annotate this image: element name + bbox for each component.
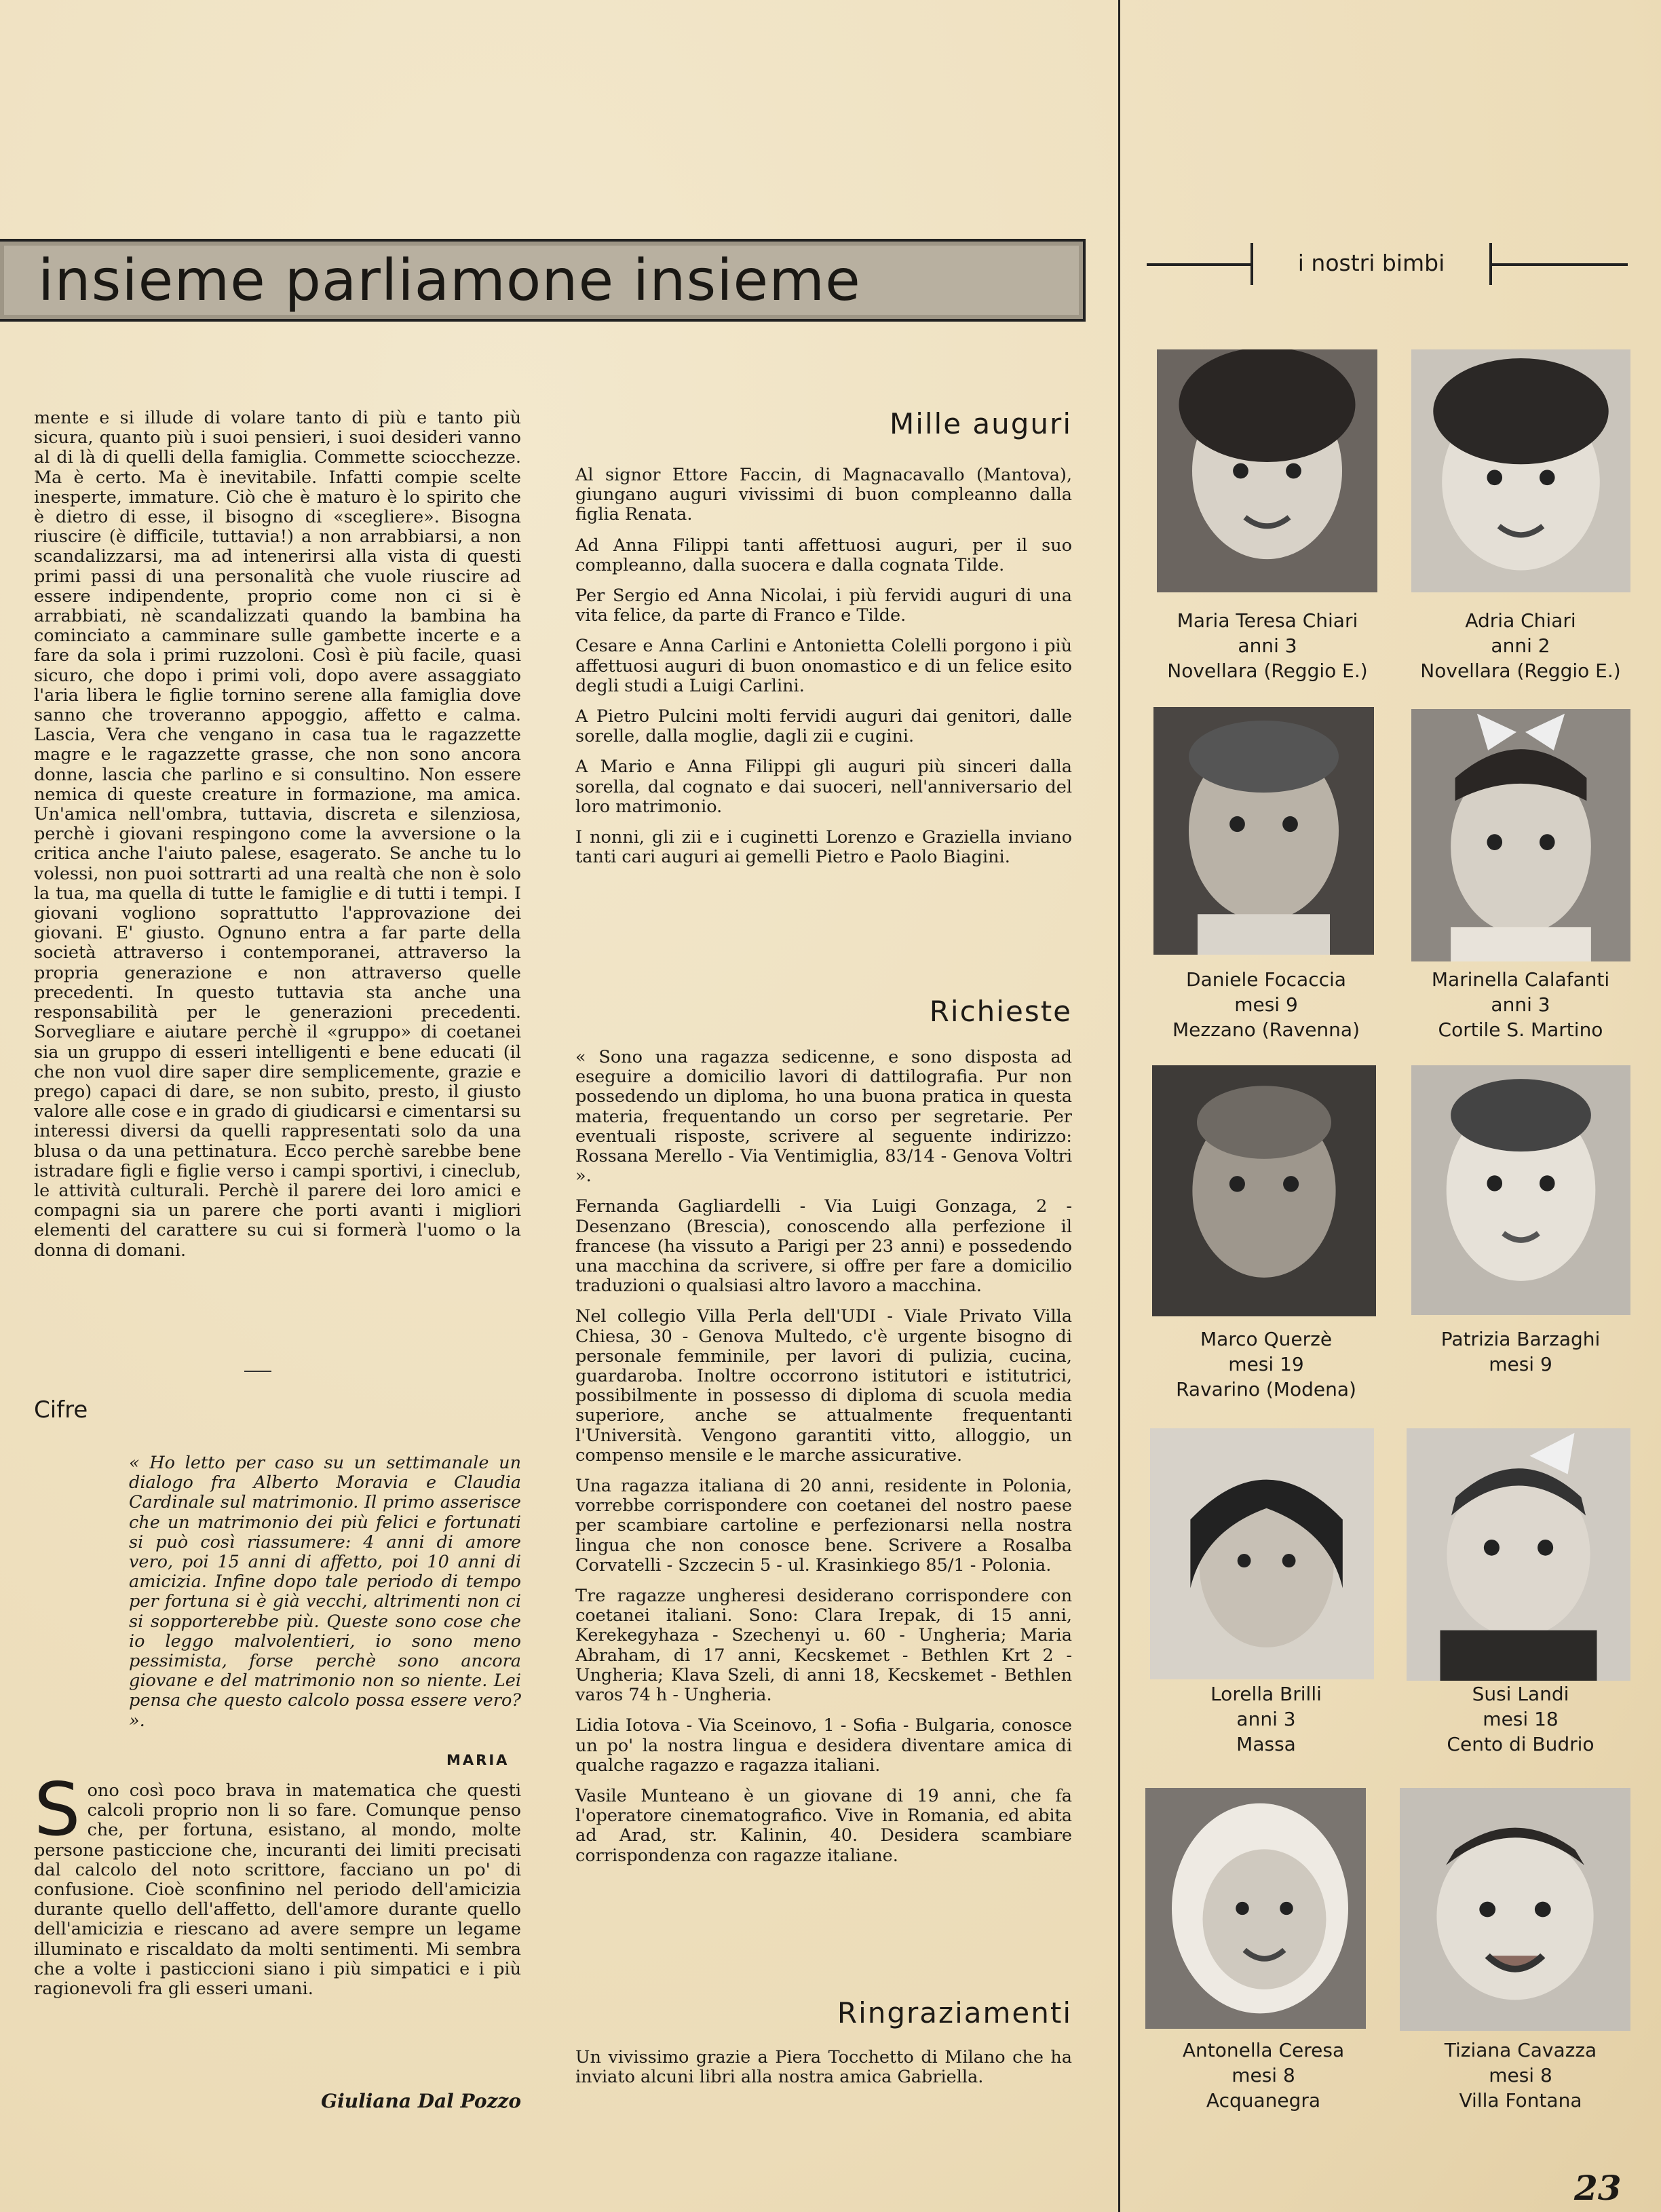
auguri-item: A Pietro Pulcini molti fervidi auguri dai genitori, dalle sorelle, dalla moglie, dagli zii e cugini. — [575, 706, 1072, 747]
child-place: Novellara (Reggio E.) — [1167, 660, 1368, 682]
child-name: Daniele Focaccia — [1186, 968, 1346, 991]
richieste-item: Fernanda Gagliardelli - Via Luigi Gonzaga, 2 - Desenzano (Brescia), conoscendo alla perfezione il francese (ha vissuto a Parigi per 23 anni) e possedendo una macchina da scrivere, si offre per fare a domicilio traduzioni o qualsiasi altro lavoro a macchina. — [575, 1196, 1072, 1297]
child-name: Tiziana Cavazza — [1444, 2039, 1597, 2061]
richieste-item: Lidia Iotova - Via Sceinovo, 1 - Sofia - Bulgaria, conosce un po' la nostra lingua e desidera diventare amica di qualche ragazzo e ragazza italiani. — [575, 1715, 1072, 1776]
child-caption — [1140, 967, 1392, 1042]
auguri-item: Per Sergio ed Anna Nicolai, i più fervidi auguri di una vita felice, da parte di Franco e Tilde. — [575, 586, 1072, 626]
child-caption — [1394, 1681, 1647, 1757]
child-place: Cortile S. Martino — [1438, 1018, 1603, 1041]
auguri-item: A Mario e Anna Filippi gli auguri più sinceri dalla sorella, dal cognato e dai suoceri, nell'anniversario del loro matrimonio. — [575, 757, 1072, 817]
article-paragraph: mente e si illude di volare tanto di più e tanto più sicura, quanto più i suoi pensieri, i suoi desideri vanno al di là di quelli della famiglia. Commette sciocchezze. Ma è certo. Ma è inevitabile. Infatti compie scelte inesperte, immature. Ciò che è maturo è lo spirito che è dietro di esse, il bisogno di «scegliere». Bisogna riuscire (è difficile, tuttavia!) a non arrabbiarsi, a non scandalizzarsi, ma ad intenerirsi alla vista di questi primi passi di una personalità che vuole riuscire ad essere indipendente, proprio come non ci si è arrabbiati, nè scandalizzati quando la bambina ha cominciato a camminare sulle gambette incerte e a fare da sola i primi ruzzoloni. Così è più facile, quasi sicuro, che dopo i primi voli, dopo avere assaggiato l'aria libera le figlie tornino serene alla famiglia dove sanno che troveranno appoggio, affetto e calma. Lascia, Vera che vengano in casa tua le ragazzette magre e le ragazzette grasse, che non sono ancora donne, lascia che parlino e si consultino. Non essere nemica di queste creature in formazione, ma amica. Un'amica nell'ombra, tuttavia, discreta e silenziosa, perchè i giovani respingono come la avversione o la critica anche l'aiuto palese, esagerato. Se anche tu lo volessi, non puoi sottrarti ad una realtà che non è solo la tua, ma quella di tutte le famiglie e di tutti i tempi. I giovani vogliono soprattutto l'approvazione dei giovani. E' giusto. Ognuno entra a far parte della società attraverso i contemporanei, attraverso la propria generazione e non attraverso quelle precedenti. In questo tuttavia sta anche una responsabilità per le generazioni precedenti. Sorvegliare e aiutare perchè il «gruppo» di coetanei sia un gruppo di esseri intelligenti e bene educati (il che non vuol dire saper dire semplicemente, grazie e prego) capaci di dare, se non subito, presto, il giusto valore alle cose e in grado di giudicarsi e cimentarsi su interessi diversi da quelli rappresentati solo da una blusa o da una pettinatura. Ecco perchè sarebbe bene istradare figli e figlie verso i campi sportivi, i cineclub, le attività culturali. Perchè il parere dei loro amici e compagni sia un parere che porti avanti i migliori elementi del carattere su cui si formerà l'uomo o la donna di domani. — [34, 408, 521, 1261]
child-age: mesi 18 — [1483, 1708, 1559, 1730]
letter-signature: MARIA — [446, 1752, 510, 1768]
banner-title: insieme parliamone insieme — [38, 247, 861, 313]
section-banner — [0, 239, 1086, 322]
child-place: Cento di Budrio — [1447, 1733, 1595, 1755]
child-place: Acquanegra — [1206, 2089, 1321, 2112]
auguri-item: Ad Anna Filippi tanti affettuosi auguri, per il suo compleanno, dalla suocera e dalla cognata Tilde. — [575, 535, 1072, 575]
child-name: Maria Teresa Chiari — [1177, 609, 1358, 632]
article-body — [34, 408, 521, 1261]
child-caption — [1394, 2038, 1647, 2113]
child-age: mesi 8 — [1232, 2064, 1295, 2086]
cifre-heading: Cifre — [34, 1396, 88, 1424]
child-age: mesi 9 — [1234, 993, 1298, 1016]
child-age: mesi 8 — [1489, 2064, 1552, 2086]
child-caption — [1141, 608, 1394, 683]
child-name: Susi Landi — [1472, 1683, 1569, 1705]
child-name: Antonella Ceresa — [1182, 2039, 1345, 2061]
author-signature: Giuliana Dal Pozzo — [321, 2090, 521, 2112]
child-place: Massa — [1236, 1733, 1296, 1755]
auguri-item: Cesare e Anna Carlini e Antonietta Colelli porgono i più affettuosi auguri di buon onomastico e di un felice esito degli studi a Luigi Carlini. — [575, 636, 1072, 696]
child-photo — [1153, 707, 1374, 955]
child-photo — [1411, 1065, 1630, 1315]
column-divider — [1118, 0, 1120, 2212]
ringraziamenti-item: Un vivissimo grazie a Piera Tocchetto di Milano che ha inviato alcuni libri alla nostra amica Gabriella. — [575, 2047, 1072, 2088]
ringraziamenti-body — [575, 2048, 1072, 2087]
reader-letter: « Ho letto per caso su un settimanale un dialogo fra Alberto Moravia e Claudia Cardinale sul matrimonio. Il primo asserisce che un matrimonio dei più felici e fortunati si può così riassumere: 4 anni di amore vero, poi 15 anni di affetto, poi 10 anni di amicizia. Infine dopo tale periodo di tempo per fortuna si è già vecchi, altrimenti non ci si sopporterebbe più. Queste sono cose che io leggo malvolentieri, io sono meno pessimista, forse perchè sono ancora giovane e del matrimonio non so niente. Lei pensa che questo calcolo possa essere vero? ». — [129, 1453, 521, 1731]
drop-cap: S — [34, 1768, 81, 1852]
ringraziamenti-heading: Ringraziamenti — [837, 1996, 1072, 2029]
child-photo — [1407, 1428, 1630, 1681]
child-place: Ravarino (Modena) — [1176, 1378, 1356, 1400]
child-caption — [1140, 1327, 1392, 1402]
page-number: 23 — [1574, 2168, 1622, 2208]
child-age: mesi 19 — [1228, 1353, 1304, 1375]
child-name: Adria Chiari — [1465, 609, 1576, 632]
richieste-item: Nel collegio Villa Perla dell'UDI - Viale Privato Villa Chiesa, 30 - Genova Multedo, c'è urgente bisogno di personale femminile, per lavori di pulizia, cucina, guardaroba. Inoltre occorrono istitutori e istitutrici, possibilmente in possesso di diploma di scuola media superiore, anche se attualmente frequentanti l'Università. Vengono garantiti vitto, alloggio, un compenso mensile e le marche assicurative. — [575, 1306, 1072, 1466]
child-photo — [1152, 1065, 1376, 1316]
child-caption — [1394, 608, 1647, 683]
bimbi-section-tab: i nostri bimbi — [1250, 243, 1492, 285]
divider-dash — [244, 1371, 271, 1372]
child-name: Patrizia Barzaghi — [1440, 1328, 1601, 1350]
child-photo — [1145, 1788, 1366, 2029]
tab-rule-right — [1492, 263, 1628, 266]
auguri-item: Al signor Ettore Faccin, di Magnacavallo (Mantova), giungano auguri vivissimi di buon compleanno dalla figlia Renata. — [575, 465, 1072, 525]
child-name: Lorella Brilli — [1210, 1683, 1322, 1705]
child-age: anni 2 — [1491, 634, 1550, 657]
child-caption — [1137, 2038, 1390, 2113]
child-photo — [1150, 1428, 1374, 1679]
child-caption — [1394, 1327, 1647, 1377]
child-age: anni 3 — [1238, 634, 1297, 657]
child-name: Marco Querzè — [1200, 1328, 1333, 1350]
child-place: Villa Fontana — [1459, 2089, 1582, 2112]
child-place: Mezzano (Ravenna) — [1172, 1018, 1360, 1041]
child-photo — [1157, 349, 1377, 592]
child-photo — [1400, 1788, 1630, 2031]
child-place: Novellara (Reggio E.) — [1420, 660, 1621, 682]
child-caption — [1140, 1681, 1392, 1757]
richieste-list — [575, 1048, 1072, 1866]
child-age: mesi 9 — [1489, 1353, 1552, 1375]
auguri-item: I nonni, gli zii e i cuginetti Lorenzo e Graziella inviano tanti cari auguri ai gemelli Pietro e Paolo Biagini. — [575, 827, 1072, 868]
child-age: anni 3 — [1491, 993, 1550, 1016]
child-name: Marinella Calafanti — [1431, 968, 1610, 991]
child-age: anni 3 — [1236, 1708, 1296, 1730]
richieste-item: Tre ragazze ungheresi desiderano corrispondere con coetanei italiani. Sono: Clara Irepak, di 15 anni, Kerekegyhaza - Szechenyi u. 60 - Ungheria; Maria Abraham, di 17 anni, Kecskemet - Bethlen Krt 2 - Ungheria; Klava Szeli, di anni 18, Kecskemet - Bethlen varos 74 h - Ungheria. — [575, 1586, 1072, 1706]
mille-auguri-heading: Mille auguri — [889, 407, 1072, 440]
reply-body: ono così poco brava in matematica che questi calcoli proprio non li so fare. Comunque penso che, per fortuna, esistano, al mondo, molte persone pasticcione che, incuranti dei limiti precisati dal calcolo del noto scrittore, facciano un po' di confusione. Cioè sconfinino nel periodo dell'amicizia durante quello dell'affetto, dell'amore durante quello dell'amicizia e riescano ad avere sempre un legame illuminato e riscaldato da molti sentimenti. Mi sembra che a volte i pasticcioni siano i più simpatici e i più ragionevoli fra gli esseri umani. — [34, 1780, 521, 2000]
child-caption — [1394, 967, 1647, 1042]
auguri-list — [575, 465, 1072, 867]
reply-text — [34, 1768, 521, 2000]
richieste-item: Vasile Munteano è un giovane di 19 anni, che fa l'operatore cinematografico. Vive in Romania, ed abita ad Arad, str. Kalinin, 40. Desidera scambiare corrispondenza con ragazze italiane. — [575, 1785, 1072, 1866]
richieste-item: « Sono una ragazza sedicenne, e sono disposta ad eseguire a domicilio lavori di dattilografia. Pur non possedendo un diploma, ho una buona pratica in questa materia, frequentando un corso per segretarie. Per eventuali risposte, scrivere al seguente indirizzo: Rossana Merello - Via Ventimiglia, 83/14 - Genova Voltri ». — [575, 1047, 1072, 1187]
tab-rule-left — [1147, 263, 1250, 266]
child-photo — [1411, 349, 1630, 592]
child-photo — [1411, 709, 1630, 961]
richieste-heading: Richieste — [929, 995, 1072, 1028]
richieste-item: Una ragazza italiana di 20 anni, residente in Polonia, vorrebbe corrispondere con coetanei del nostro paese per scambiare cartoline e perfezionarsi nella nostra lingua che non conosce bene. Scrivere a Rosalba Corvatelli - Szczecin 5 - ul. Krasinkiego 85/1 - Polonia. — [575, 1476, 1072, 1576]
